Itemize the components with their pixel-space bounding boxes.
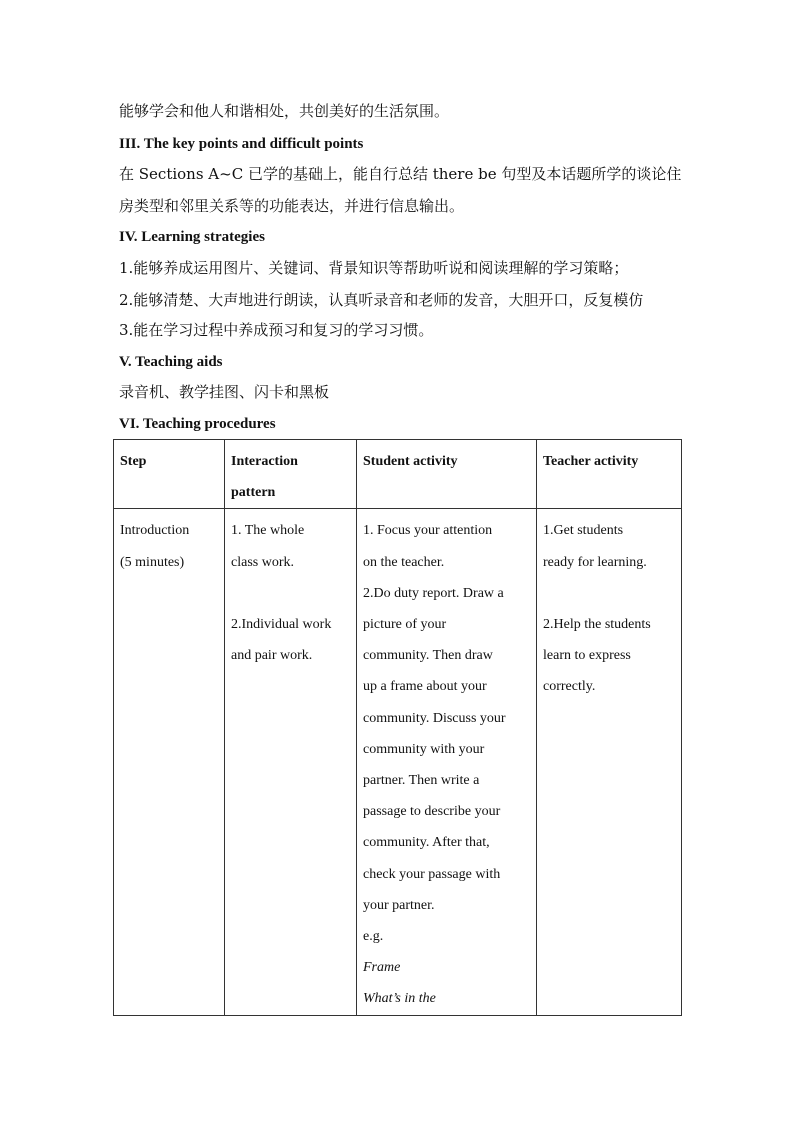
student-activity-cell: 1. Focus your attention on the teacher. 2.Do duty report. Draw a picture of your community. Then draw up a frame about your community. Discuss your community with your partner. Then write a passage to describe your community. After that, check your passage with your partner. e.g. Frame What’s in the [357, 509, 537, 1015]
teacher-activity-cell: 1.Get students ready for learning. 2.Help the students learn to express correctly. [537, 509, 682, 1015]
header-student-activity: Student activity [357, 440, 537, 509]
header-interaction: Interaction pattern [225, 440, 357, 509]
header-step: Step [114, 440, 225, 509]
strategy-1: 1.能够养成运用图片、关键词、背景知识等帮助听说和阅读理解的学习策略； [119, 259, 629, 277]
key-points-heading: III. The key points and difficult points [119, 136, 364, 152]
strategy-2: 2.能够清楚、大声地进行朗读，认真听录音和老师的发音，大胆开口，反复模仿 [119, 291, 644, 309]
key-points-text-1: 在 Sections A~C 已学的基础上，能自行总结 there be 句型及本话题所学的谈论住 [119, 165, 682, 183]
header-teacher-activity: Teacher activity [537, 440, 682, 509]
aids-heading: V. Teaching aids [119, 354, 223, 370]
procedures-heading: VI. Teaching procedures [119, 416, 276, 432]
aids-text: 录音机、教学挂图、闪卡和黑板 [119, 383, 330, 401]
strategies-heading: IV. Learning strategies [119, 229, 265, 245]
key-points-text-2: 房类型和邻里关系等的功能表达，并进行信息输出。 [119, 197, 465, 215]
interaction-cell: 1. The whole class work. 2.Individual work and pair work. [225, 509, 357, 1015]
intro-paragraph: 能够学会和他人和谐相处，共创美好的生活氛围。 [119, 102, 450, 120]
table-header-row [114, 440, 682, 509]
step-cell: Introduction (5 minutes) [114, 509, 225, 1015]
strategy-3: 3.能在学习过程中养成预习和复习的学习习惯。 [119, 321, 434, 339]
procedures-table [113, 439, 682, 1016]
table-row [114, 509, 682, 1015]
